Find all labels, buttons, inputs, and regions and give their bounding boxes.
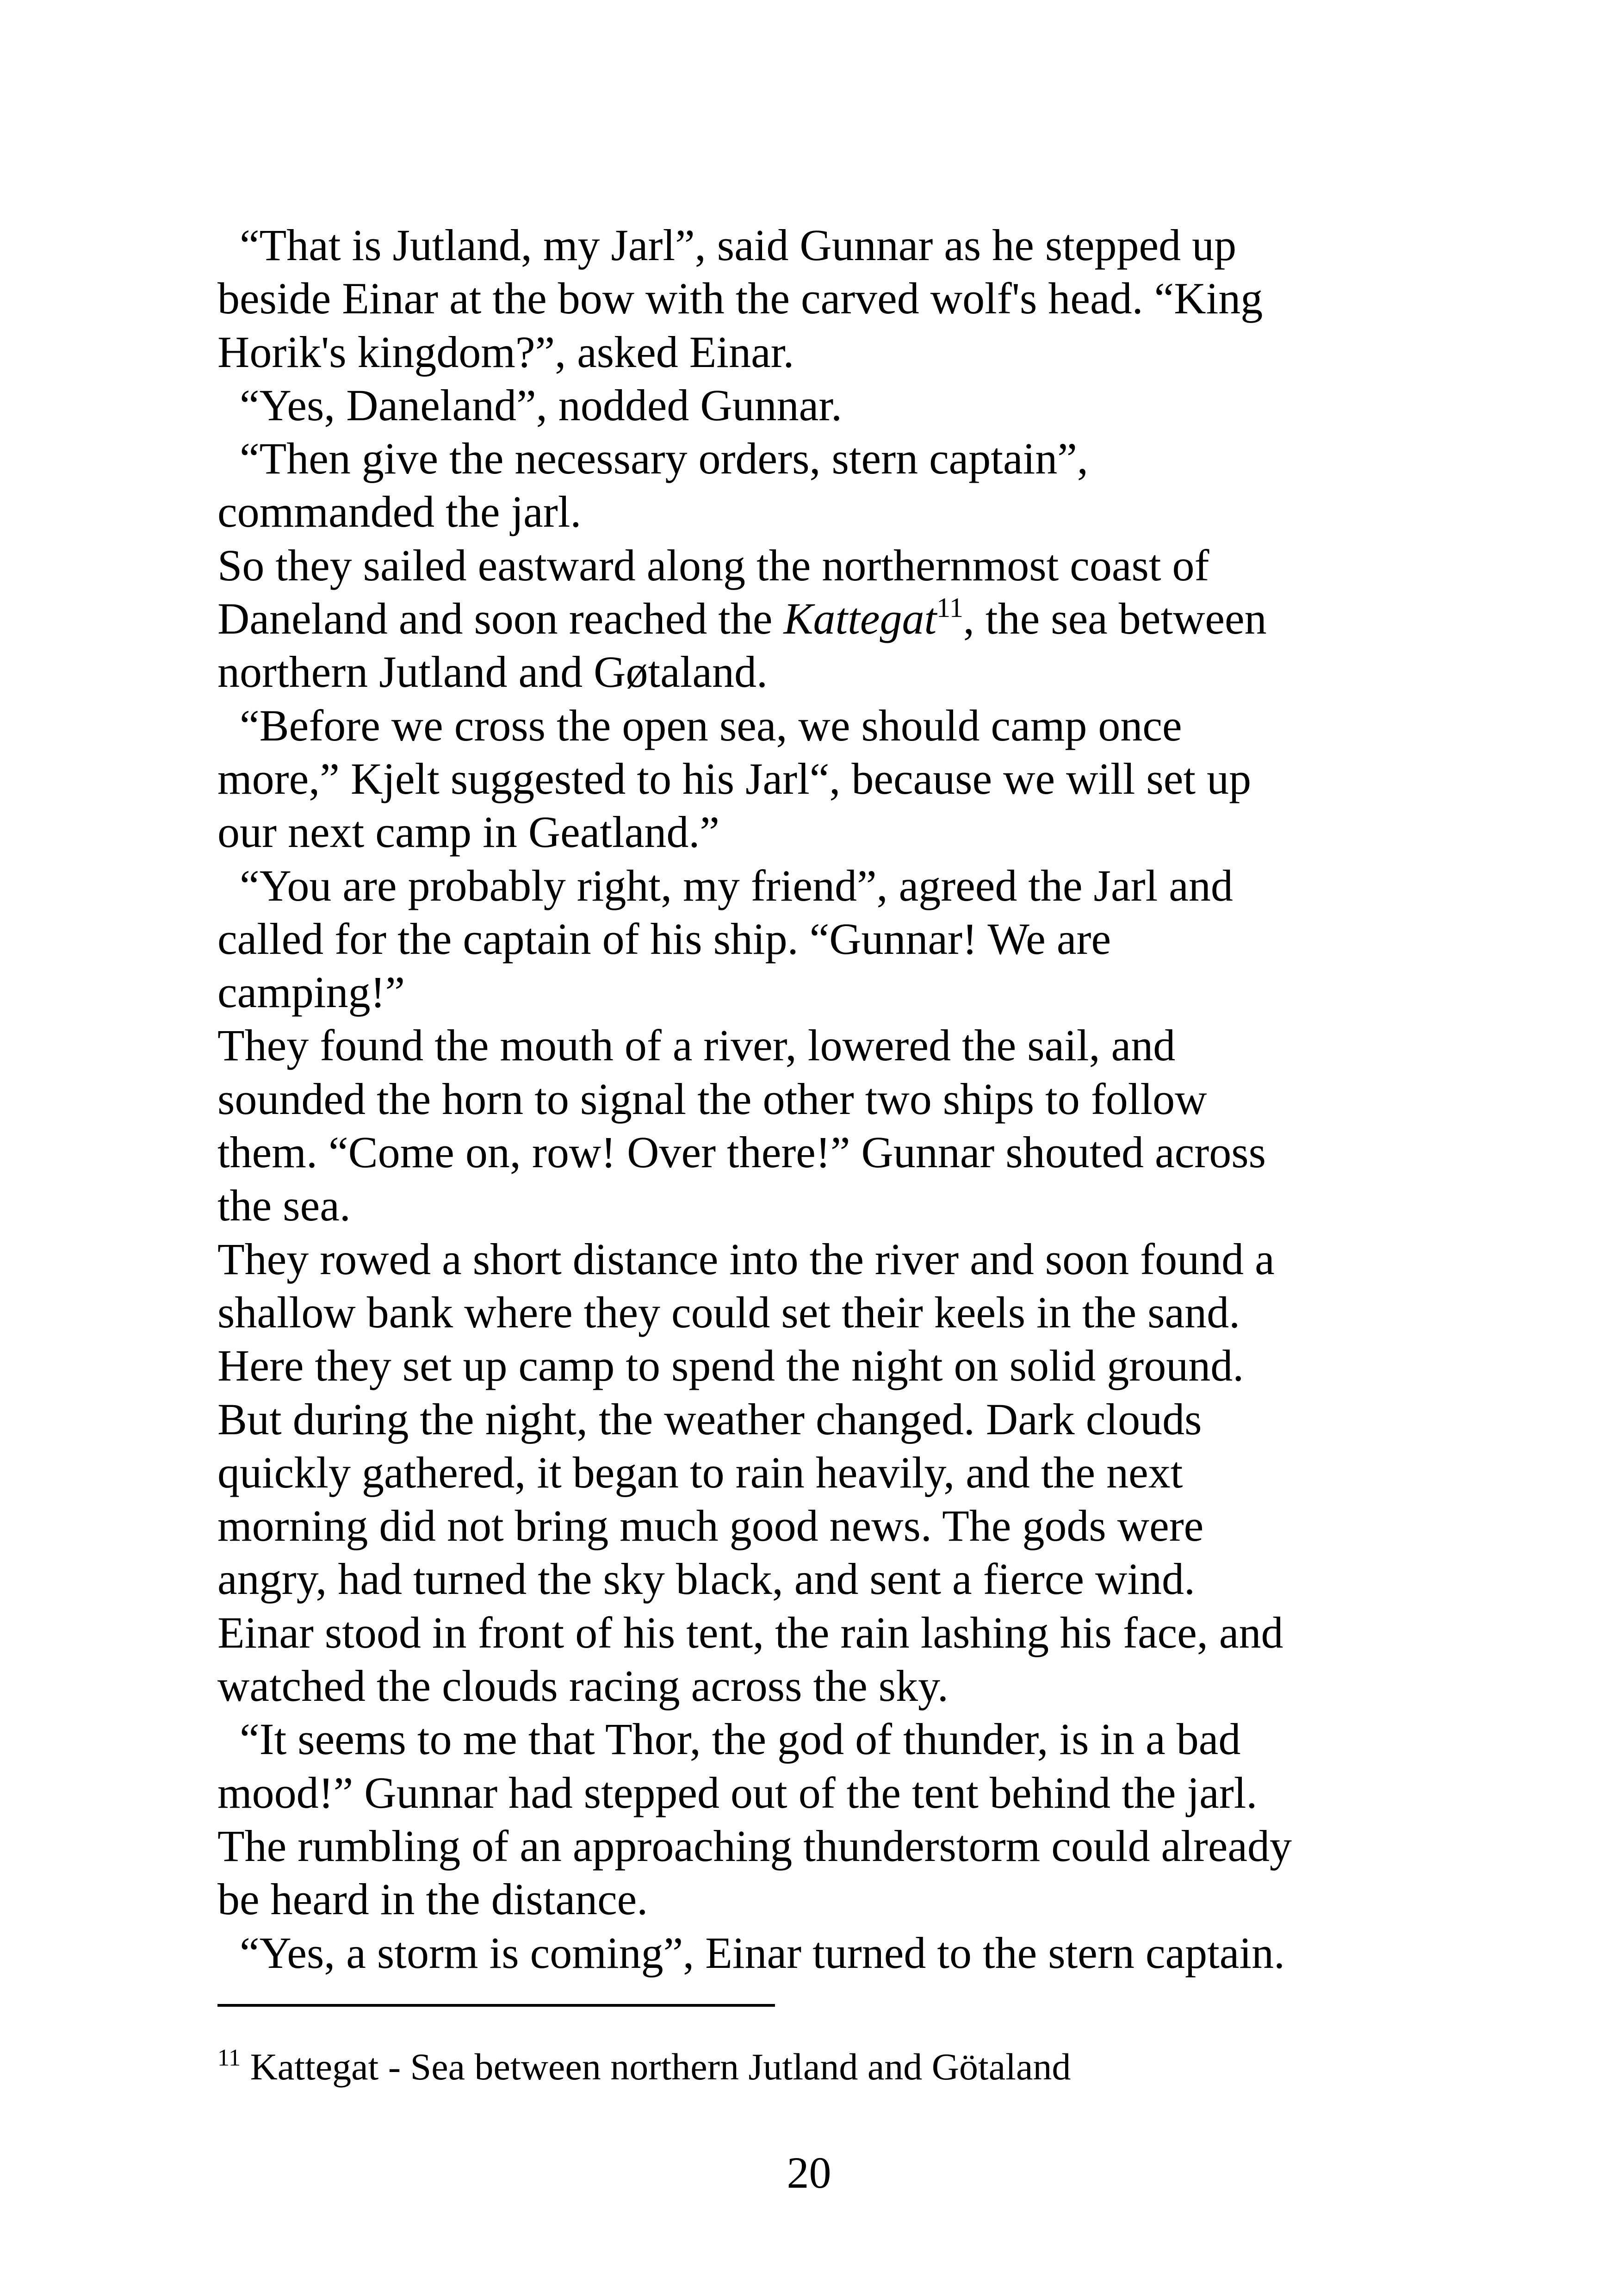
text-line: northern Jutland and Gøtaland. bbox=[217, 647, 768, 697]
text-line: called for the captain of his ship. “Gunnar! We are bbox=[217, 914, 1111, 964]
italic-term: Kattegat bbox=[783, 594, 937, 644]
text-line: “Yes, a storm is coming”, Einar turned to the stern captain. bbox=[240, 1928, 1285, 1978]
text-line: commanded the jarl. bbox=[217, 487, 582, 537]
text-line: They found the mouth of a river, lowered the sail, and bbox=[217, 1020, 1176, 1070]
footnote-text: Kattegat - Sea between northern Jutland and Götaland bbox=[241, 2046, 1071, 2088]
text-line: Here they set up camp to spend the night on solid ground. bbox=[217, 1341, 1244, 1391]
text-line: morning did not bring much good news. The gods were bbox=[217, 1501, 1204, 1551]
text-line: They rowed a short distance into the river and soon found a bbox=[217, 1234, 1275, 1284]
text-line: But during the night, the weather changed. Dark clouds bbox=[217, 1394, 1202, 1444]
footnote bbox=[217, 2045, 1071, 2089]
text-line: more,” Kjelt suggested to his Jarl“, because we will set up bbox=[217, 753, 1252, 803]
text-segment: , the sea between bbox=[963, 594, 1267, 644]
text-line: camping!” bbox=[217, 967, 405, 1017]
text-line: the sea. bbox=[217, 1181, 351, 1231]
text-line: angry, had turned the sky black, and sent a fierce wind. bbox=[217, 1554, 1196, 1604]
text-line: “It seems to me that Thor, the god of thunder, is in a bad bbox=[240, 1714, 1241, 1764]
text-line: “Then give the necessary orders, stern captain”, bbox=[240, 434, 1088, 484]
footnote-divider bbox=[217, 2004, 775, 2007]
text-segment: Daneland and soon reached the bbox=[217, 594, 784, 644]
text-line bbox=[217, 592, 1393, 645]
text-line: “You are probably right, my friend”, agreed the Jarl and bbox=[240, 860, 1233, 910]
text-line: quickly gathered, it began to rain heavily, and the next bbox=[217, 1447, 1183, 1497]
text-line: beside Einar at the bow with the carved wolf's head. “King bbox=[217, 274, 1263, 324]
text-line: shallow bank where they could set their keels in the sand. bbox=[217, 1287, 1240, 1337]
text-line: mood!” Gunnar had stepped out of the tent behind the jarl. bbox=[217, 1767, 1258, 1817]
footnote-reference: 11 bbox=[936, 592, 963, 623]
text-line: watched the clouds racing across the sky. bbox=[217, 1661, 948, 1711]
text-line: them. “Come on, row! Over there!” Gunnar shouted across bbox=[217, 1127, 1266, 1177]
text-line: “Yes, Daneland”, nodded Gunnar. bbox=[240, 380, 842, 430]
text-line: Horik's kingdom?”, asked Einar. bbox=[217, 327, 794, 377]
text-line: Einar stood in front of his tent, the rain lashing his face, and bbox=[217, 1607, 1283, 1657]
text-line: So they sailed eastward along the northernmost coast of bbox=[217, 540, 1209, 590]
text-line: “Before we cross the open sea, we should camp once bbox=[240, 700, 1182, 750]
text-line: be heard in the distance. bbox=[217, 1874, 648, 1924]
text-line: The rumbling of an approaching thunderstorm could already bbox=[217, 1821, 1292, 1871]
text-line: sounded the horn to signal the other two ships to follow bbox=[217, 1074, 1207, 1124]
footnote-number: 11 bbox=[217, 2045, 241, 2071]
page-number: 20 bbox=[787, 2148, 831, 2197]
text-line: “That is Jutland, my Jarl”, said Gunnar as he stepped up bbox=[240, 220, 1237, 270]
text-line: our next camp in Geatland.” bbox=[217, 807, 719, 857]
body-text bbox=[217, 218, 1393, 1979]
